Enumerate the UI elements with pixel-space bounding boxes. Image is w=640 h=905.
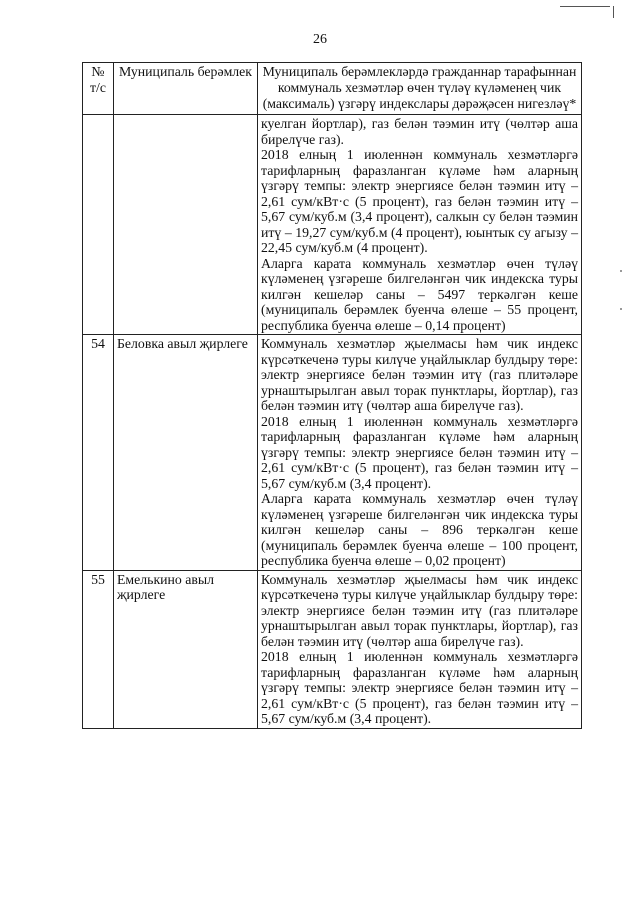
scan-dot [620, 270, 622, 272]
description-paragraph: Аларга карата коммуналь хезмәтләр өчен түләү күләменең үзгәреше билгеләнгән чик индекска туры килгән кешеләр саны – 896 теркәлгән кеше (муниципаль берәмлек буенча өлеше – 100 процент, республика буенча өлеше – 0,02 процент) [261, 491, 578, 568]
row-description [258, 115, 582, 335]
row-municipality [114, 115, 258, 335]
header-municipality: Муниципаль берәмлек [114, 63, 258, 115]
row-municipality: Емелькино авыл җирлеге [114, 570, 258, 728]
municipal-table [82, 62, 582, 729]
description-paragraph: 2018 елның 1 июленнән коммуналь хезмәтләргә тарифларның фаразланган күләме һәм аларның үзгәрү темпы: электр энергиясе белән тәэмин итү – 2,61 сум/кВт·с (5 процент), газ белән тәэмин итү – 5,67 сум/куб.м (3,4 процент), салкын су белән тәэмин итү – 19,27 сум/куб.м (4 процент), юынтык су агызу – 22,45 сум/куб.м (4 процент). [261, 147, 578, 255]
table-row [83, 570, 582, 728]
table-header-row [83, 63, 582, 115]
description-paragraph: куелган йортлар), газ белән тәэмин итү (чөлтәр аша бирелүче газ). [261, 116, 578, 147]
description-paragraph: Коммуналь хезмәтләр җыелмасы һәм чик индекс күрсәткеченә туры килүче уңайлыклар булдыру төре: электр энергиясе белән тәэмин итү (газ плитәләре урнаштырылган авыл торак пунктлары, йортлар), газ белән тәэмин итү (чөлтәр аша бирелүче газ). [261, 571, 578, 649]
table-row [83, 115, 582, 335]
description-paragraph: Коммуналь хезмәтләр җыелмасы һәм чик индекс күрсәткеченә туры килүче уңайлыклар булдыру төре: электр энергиясе белән тәэмин итү (газ плитәләре урнаштырылган авыл торак пунктлары, йортлар), газ белән тәэмин итү (чөлтәр аша бирелүче газ). [261, 336, 578, 413]
description-paragraph: 2018 елның 1 июленнән коммуналь хезмәтләргә тарифларның фаразланган күләме һәм аларның үзгәрү темпы: электр энергиясе белән тәэмин итү – 2,61 сум/кВт·с (5 процент), газ белән тәэмин итү – 5,67 сум/куб.м (3,4 процент). [261, 413, 578, 491]
row-number [83, 115, 114, 335]
row-number: 54 [83, 335, 114, 571]
corner-scan-mark [560, 6, 610, 11]
scan-dot [620, 308, 622, 310]
header-description: Муниципаль берәмлекләрдә гражданнар тарафыннан коммуналь хезмәтләр өчен түләү күләменең чик (максималь) үзгәрү индекслары дәрәҗәсен нигезләү* [258, 63, 582, 115]
row-number: 55 [83, 570, 114, 728]
header-number: № т/с [83, 63, 114, 115]
row-municipality: Беловка авыл җирлеге [114, 335, 258, 571]
table-row [83, 335, 582, 571]
row-description [258, 570, 582, 728]
row-description [258, 335, 582, 571]
description-paragraph: Аларга карата коммуналь хезмәтләр өчен түләү күләменең үзгәреше билгеләнгән чик индекска туры килгән кешеләр саны – 5497 теркәлгән кеше (муниципаль берәмлек буенча өлеше – 55 процент, республика буенча өлеше – 0,14 процент) [261, 255, 578, 333]
description-paragraph: 2018 елның 1 июленнән коммуналь хезмәтләргә тарифларның фаразланган күләме һәм аларның үзгәрү темпы: электр энергиясе белән тәэмин итү – 2,61 сум/кВт·с (5 процент), газ белән тәэмин итү – 5,67 сум/куб.м (3,4 процент). [261, 649, 578, 726]
page-number: 26 [313, 32, 327, 47]
